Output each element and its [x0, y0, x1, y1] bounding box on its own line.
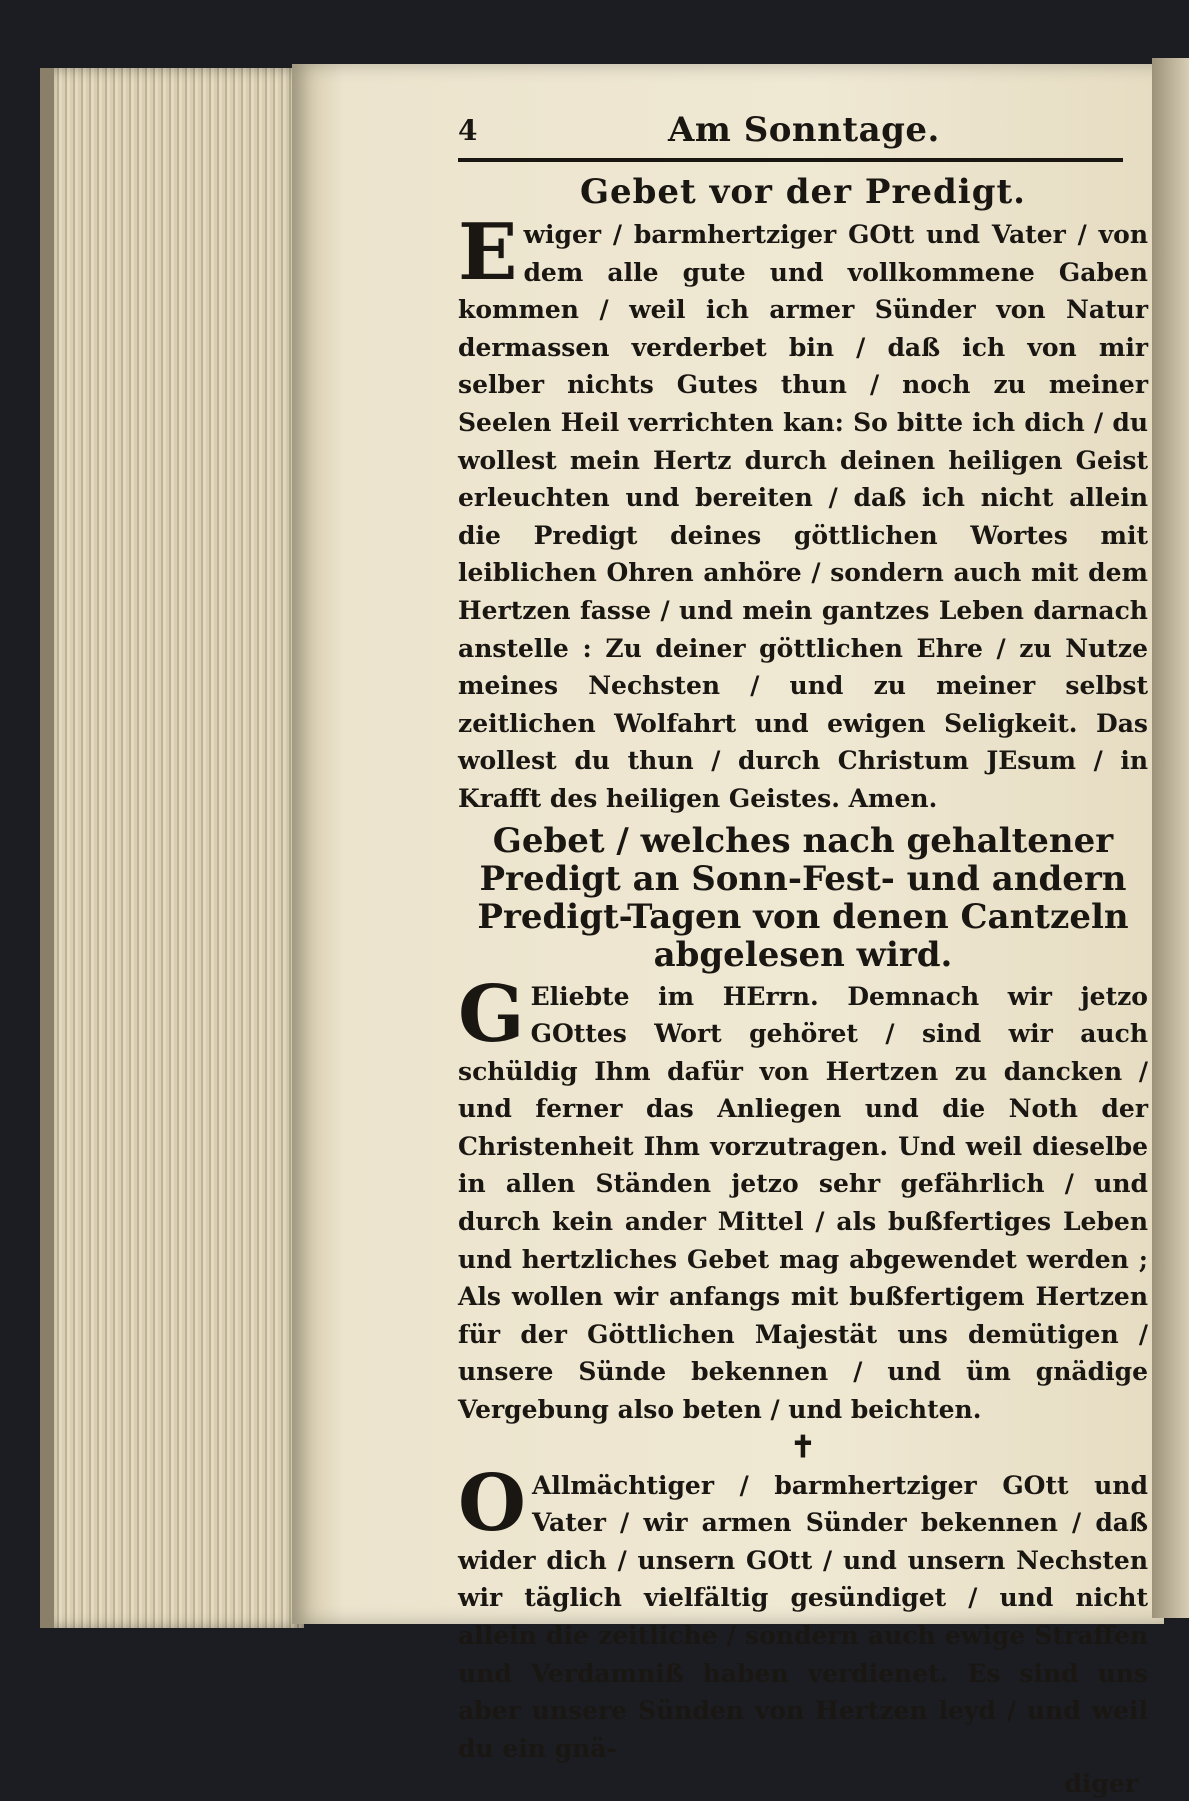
prayer-before-sermon-text: [458, 207, 1148, 818]
book-page-edges: [40, 68, 304, 1628]
confession-text: [458, 1457, 1148, 1768]
cross-icon: ✝: [790, 1429, 816, 1465]
facing-page-edge: [1152, 58, 1189, 1618]
catchword: diger: [1064, 1769, 1138, 1799]
page-number: 4: [458, 114, 478, 147]
running-title: Am Sonntage.: [668, 110, 940, 150]
prayer-after-sermon-heading: Gebet / welches nach gehaltener Predigt an Sonn-Fest- und andern Predigt-Tagen von denen Cantzeln abgelesen wird.: [477, 820, 1129, 975]
drop-cap: E: [458, 207, 518, 298]
header-rule: [458, 158, 1123, 162]
drop-cap: O: [458, 1457, 526, 1549]
drop-cap: G: [458, 968, 525, 1060]
paragraph-body: Eliebte im HErrn. Demnach wir jetzo GOttes Wort gehöret / sind wir auch schüldig Ihm dafür von Hertzen zu dancken / und ferner das Anliegen und die Noth der Christenheit Ihm vorzutragen. Und weil dieselbe in allen Ständen jetzo sehr gefährlich / und durch kein ander Mittel / als bußfertiges Leben und hertzliches Gebet mag abgewendet werden ; Als wollen wir anfangs mit bußfertigem Hertzen für der Göttlichen Majestät uns demütigen / unsere Sünde bekennen / und üm gnädige Vergebung also beten / und beichten.: [458, 981, 1148, 1425]
page-header: [458, 108, 1148, 154]
prayer-before-sermon-heading: Gebet vor der Predigt.: [579, 172, 1027, 212]
paragraph-body: Allmächtiger / barmhertziger GOtt und Vater / wir armen Sünder bekennen / daß wider dich / unsern GOtt / und unsern Nechsten wir täglich vielfältig gesündiget / und nicht allein die zeitliche / sondern auch ewige Straffen und Verdamniß haben verdienet. Es sind uns aber unsere Sünden von Hertzen leyd / und weil du ein gnä-: [458, 1470, 1148, 1763]
prayer-after-sermon-text: [458, 968, 1148, 1429]
paragraph-body: wiger / barmhertziger GOtt und Vater / von dem alle gute und vollkommene Gaben kommen / weil ich armer Sünder von Natur dermassen verderbet bin / daß ich von mir selber nichts Gutes thun / noch zu meiner Seelen Heil verrichten kan: So bitte ich dich / du wollest mein Hertz durch deinen heiligen Geist erleuchten und bereiten / daß ich nicht allein die Predigt deines göttlichen Wortes mit leiblichen Ohren anhöre / sondern auch mit dem Hertzen fasse / und mein gantzes Leben darnach anstelle : Zu deiner göttlichen Ehre / zu Nutze meines Nechsten / und zu meiner selbst zeitlichen Wolfahrt und ewigen Seligkeit. Das wollest du thun / durch Christum JEsum / in Krafft des heiligen Geistes. Amen.: [458, 220, 1148, 813]
page-content: [458, 108, 1148, 1801]
